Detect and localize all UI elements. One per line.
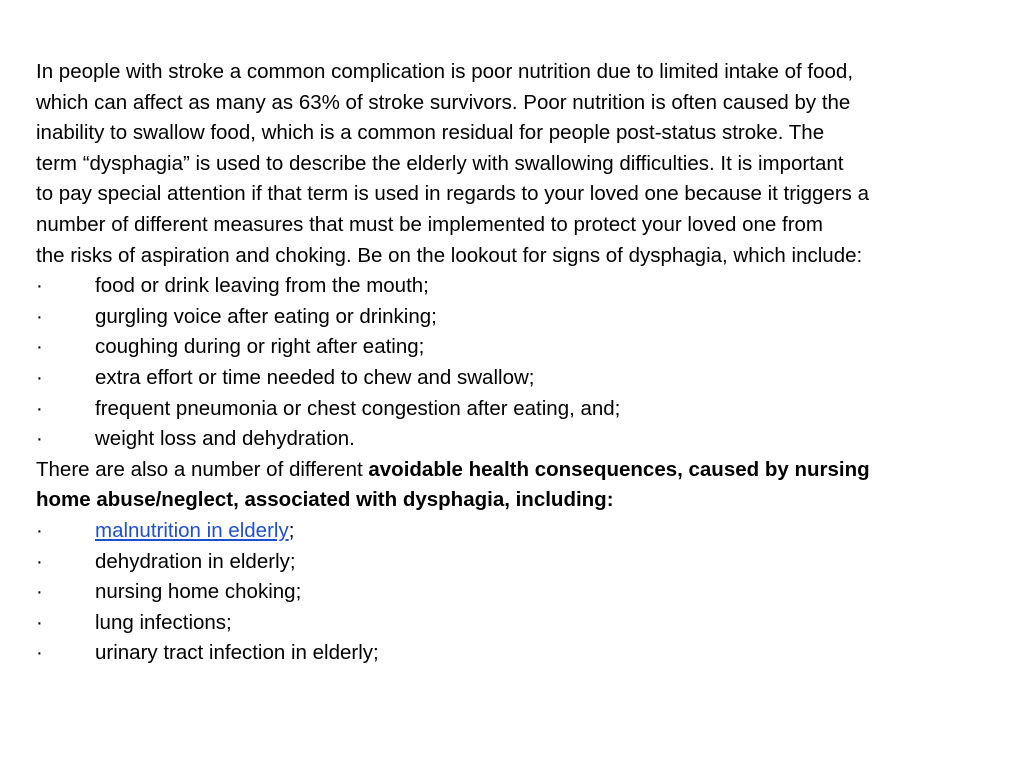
consequences-intro-prefix: There are also a number of different bbox=[36, 457, 369, 481]
intro-line: In people with stroke a common complication is poor nutrition due to limited intake of food, bbox=[36, 60, 854, 83]
list-item bbox=[36, 608, 996, 639]
list-item bbox=[36, 394, 996, 425]
intro-line: inability to swallow food, which is a common residual for people post-status stroke. The bbox=[36, 121, 825, 145]
intro-line: which can affect as many as 63% of stroke survivors. Poor nutrition is often caused by the bbox=[36, 90, 851, 114]
bullet-marker: · bbox=[36, 610, 43, 634]
list-item-text: weight loss and dehydration. bbox=[95, 427, 355, 451]
intro-line: to pay special attention if that term is used in regards to your loved one because it triggers a bbox=[36, 182, 869, 206]
link-suffix: ; bbox=[288, 518, 295, 542]
list-item-text: coughing during or right after eating; bbox=[95, 335, 425, 359]
intro-line: the risks of aspiration and choking. Be on the lookout for signs of dysphagia, which include: bbox=[36, 243, 863, 267]
intro-paragraph bbox=[36, 57, 996, 271]
list-item bbox=[36, 424, 996, 455]
consequences-intro-bold: home abuse/neglect, associated with dysphagia, including: bbox=[36, 488, 614, 512]
consequences-intro-bold: avoidable health consequences, caused by nursing bbox=[368, 457, 870, 481]
list-item bbox=[36, 271, 996, 302]
list-item-text: extra effort or time needed to chew and swallow; bbox=[95, 365, 535, 389]
list-item bbox=[36, 547, 996, 578]
consequences-intro bbox=[36, 455, 996, 516]
bullet-marker: · bbox=[36, 518, 43, 542]
list-item bbox=[36, 577, 996, 608]
list-item-text: food or drink leaving from the mouth; bbox=[95, 274, 429, 298]
list-item-text: nursing home choking; bbox=[95, 580, 302, 604]
malnutrition-link[interactable]: malnutrition in elderly bbox=[95, 518, 289, 542]
list-item-text: urinary tract infection in elderly; bbox=[95, 641, 379, 665]
list-item-text: lung infections; bbox=[95, 610, 232, 634]
bullet-marker: · bbox=[36, 304, 43, 328]
intro-line: term “dysphagia” is used to describe the elderly with swallowing difficulties. It is important bbox=[36, 151, 844, 175]
list-item bbox=[36, 302, 996, 333]
bullet-marker: · bbox=[36, 641, 43, 665]
bullet-marker: · bbox=[36, 365, 43, 389]
slide-body bbox=[36, 57, 996, 669]
list-item bbox=[36, 638, 996, 669]
bullet-marker: · bbox=[36, 396, 43, 420]
intro-line: number of different measures that must be implemented to protect your loved one from bbox=[36, 212, 823, 236]
list-item bbox=[36, 332, 996, 363]
bullet-marker: · bbox=[36, 274, 43, 298]
signs-list bbox=[36, 271, 996, 455]
list-item bbox=[36, 516, 996, 547]
list-item bbox=[36, 363, 996, 394]
list-item-text: dehydration in elderly; bbox=[95, 549, 296, 573]
list-item-text: gurgling voice after eating or drinking; bbox=[95, 304, 437, 328]
consequences-list bbox=[36, 516, 996, 669]
bullet-marker: · bbox=[36, 549, 43, 573]
list-item-text: frequent pneumonia or chest congestion after eating, and; bbox=[95, 396, 621, 420]
bullet-marker: · bbox=[36, 335, 43, 359]
bullet-marker: · bbox=[36, 580, 43, 604]
bullet-marker: · bbox=[36, 427, 43, 451]
list-item-text bbox=[95, 516, 294, 547]
